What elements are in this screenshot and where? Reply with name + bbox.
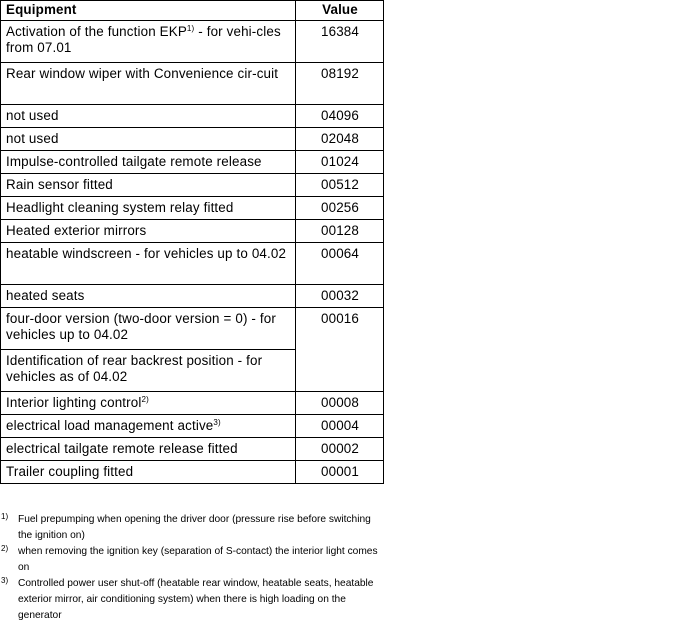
value-cell: 16384 [296,21,384,63]
value-cell: 00512 [296,174,384,197]
table-row [1,197,384,220]
table-row [1,220,384,243]
value-cell: 00064 [296,243,384,285]
header-equipment: Equipment [1,1,296,21]
value-cell: 00004 [296,415,384,438]
value-cell: 00002 [296,438,384,461]
equipment-table [0,0,384,484]
equipment-cell: Activation of the function EKP$^{1)}$ - for vehi-cles from 07.01 [1,21,296,63]
footnote-text: when removing the ignition key (separation of S-contact) the interior light comes on [18,546,378,573]
footnote-mark: 1) [1,512,9,521]
table-row [1,415,384,438]
value-cell: 08192 [296,63,384,105]
equipment-cell: not used [1,128,296,151]
table-row [1,105,384,128]
table-header-row [1,1,384,21]
equipment-cell: not used [1,105,296,128]
table-row [1,285,384,308]
footnote-mark: 2) [1,544,9,553]
footnote-mark: 3) [1,576,9,585]
value-cell: 02048 [296,128,384,151]
value-cell: 01024 [296,151,384,174]
table-row [1,392,384,415]
value-cell: 00256 [296,197,384,220]
table-row [1,438,384,461]
table-row [1,21,384,63]
value-cell: 00032 [296,285,384,308]
value-cell: 00008 [296,392,384,415]
equipment-cell: Headlight cleaning system relay fitted [1,197,296,220]
table-row [1,63,384,105]
equipment-cell: four-door version (two-door version = 0) - for vehicles up to 04.02 [1,308,296,350]
table-row [1,174,384,197]
equipment-cell: heatable windscreen - for vehicles up to 04.02 [1,243,296,285]
value-cell: 00001 [296,461,384,484]
equipment-cell: Rain sensor fitted [1,174,296,197]
footnote-text: Fuel prepumping when opening the driver door (pressure rise before switching the ignition on) [18,514,371,541]
table-row [1,461,384,484]
equipment-cell: electrical load management active$^{3)}$ [1,415,296,438]
equipment-cell: Identification of rear backrest position - for vehicles as of 04.02 [1,350,296,392]
table-row [1,151,384,174]
equipment-cell: Interior lighting control$^{2)}$ [1,392,296,415]
footnotes [0,512,383,624]
table-row [1,128,384,151]
equipment-value-sheet [0,0,383,484]
value-cell: 00128 [296,220,384,243]
equipment-cell: Rear window wiper with Convenience cir-cuit [1,63,296,105]
equipment-cell: electrical tailgate remote release fitted [1,438,296,461]
footnote [0,512,383,544]
footnote [0,576,383,624]
equipment-cell: heated seats [1,285,296,308]
equipment-cell: Impulse-controlled tailgate remote release [1,151,296,174]
footnote-text: Controlled power user shut-off (heatable rear window, heatable seats, heatable exterior mirror, air conditioning system) when there is high loading on the generator [18,578,374,621]
table-row [1,308,384,350]
equipment-cell: Trailer coupling fitted [1,461,296,484]
header-value: Value [296,1,384,21]
value-cell: 00016 [296,308,384,392]
table-row [1,243,384,285]
equipment-cell: Heated exterior mirrors [1,220,296,243]
value-cell: 04096 [296,105,384,128]
footnote [0,544,383,576]
